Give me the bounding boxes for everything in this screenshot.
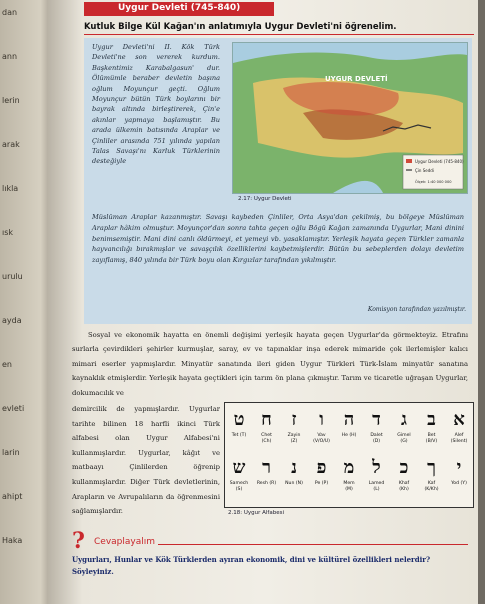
map-scale: Ölçek: 1:40 000 000 [415,180,452,184]
alphabet-row-1 [229,407,469,431]
alphabet-letter-name: Zayin (Z) [287,433,301,444]
alphabet-glyph: י [456,456,462,478]
commission-note: Komisyon tarafından yazılmıştır. [367,306,466,313]
alphabet-glyph: א [453,408,465,430]
alphabet-letter-name: Bet (B/V) [425,433,438,444]
left-page-fragment: dan [2,8,18,17]
alphabet-glyph: ז [291,408,297,430]
alphabet-letter-name: Kaf (K/Kh) [424,481,439,492]
narrative-column: Uygur Devleti'ni II. Kök Türk Devleti'ne son vererek kurdum. Başkentimiz Karabalgasun' dur. Ölümümle beraber devletin başına oğlum Moyunçur geçti. Oğlum Moyunçur bütün Türk boylarını bir bayrak altında birleştirerek, Çin'e akınlar yapmaya başlamıştır. Bu arada ülkemin batısında Araplar ve Çinliler arasında 751 yılında yapılan Talas Savaşı'nı Karluk Türklerinin desteğiyle [92,43,220,166]
alphabet-letter-name: Pe (P) [314,481,329,486]
alphabet-glyph: ר [262,456,271,478]
alphabet-letter-name: Vav (V/O/U) [313,433,330,444]
alphabet-letter-name: Gimel (G) [397,433,411,444]
left-page-fragment: ahipt [2,492,23,501]
left-page-fragment: lerin [2,96,20,105]
question-icon: ? [72,528,85,554]
alphabet-letter-name: Chet (Ch) [261,433,272,444]
alphabet-glyph: ו [319,408,324,430]
alphabet-letter-name: Mem (M) [343,481,355,492]
alphabet-letter-name: Dalet (D) [370,433,383,444]
left-page-fragment: larin [2,448,20,457]
body-paragraph-left: demircilik de yapmışlardır. Uygurlar tarihte bilinen 18 harfli ikinci Türk alfabesi olan Uygur Alfabesi'ni kullanmışlardır. Uygurlar, kâğıt ve matbaayı Çinlilerden öğrenip kullanmışlardır. Diğer Türk devletlerinin, Arapların ve Avrupalıların da öğrenmesini sağlamışlardır. [72,405,220,516]
alphabet-letter-name: Alef (Silent) [450,433,468,444]
alphabet-letter-name: Resh (R) [256,481,277,486]
left-page-fragment: ann [2,52,18,61]
left-page-fragment: ısk [2,228,14,237]
narrative-continuation: Müslüman Araplar kazanmıştır. Savaşı kaybeden Çinliler, Orta Asya'dan çekilmiş, bu bölgeye Müslüman Araplar hâkim olmuştur. Moyunçor'dan sonra tahta geçen oğlu Bögü Kağan zamanında Uygurlar, Mani dinini benimsemiştir. Mani dini canlı öldürmeyi, et yemeyi vb. yasaklamıştır. Yerleşik hayata geçen Türkler zamanla hayvancılığı bırakmışlar ve savaşçılık özelliklerini kaybetmişlerdir. Bütün bu sebeplerden dolayı devletim zayıflamış, 840 yılında bir Türk boyu olan Kırgızlar tarafından yıkılmıştır. [92,213,464,265]
left-page-fragment: Haka [2,536,23,545]
cevaplayalim-divider [158,544,468,545]
alphabet-row-2 [229,455,469,479]
divider [84,34,474,35]
alphabet-table [224,402,474,508]
map-title: UYGUR DEVLETİ [325,75,388,83]
alphabet-glyph: נ [291,456,297,478]
left-page-fragment: en [2,360,12,369]
alphabet-letter-name: Samech (S) [229,481,249,492]
left-page-fragment: ayda [2,316,22,325]
legend-state: Uygur Devleti (745-840) [415,159,464,164]
alphabet-names-1 [229,433,469,445]
alphabet-names-2 [229,481,469,493]
alphabet-glyph: ח [261,408,272,430]
left-page-fragment: urulu [2,272,23,281]
alphabet-glyph: ד [372,408,381,430]
alphabet-glyph: ה [343,408,355,430]
left-page-fragment: arak [2,140,20,149]
section-subtitle: Kutluk Bilge Kül Kağan'ın anlatımıyla Uygur Devleti'ni öğrenelim. [84,22,397,32]
alphabet-glyph: ך [427,456,436,478]
alphabet-glyph: ש [232,456,246,478]
alphabet-letter-name: Tet (T) [231,433,247,438]
alphabet-glyph: ט [233,408,245,430]
alphabet-letter-name: Lamed (L) [368,481,385,492]
cevaplayalim-title: Cevaplayalım [94,537,156,547]
alphabet-caption: 2.18: Uygur Alfabesi [228,510,284,516]
alphabet-glyph: פ [316,456,327,478]
alphabet-letter-name: He (H) [341,433,357,438]
alphabet-glyph: מ [343,456,355,478]
left-page-fragment: lıkla [2,184,19,193]
alphabet-glyph: ב [427,408,436,430]
map-caption: 2.17: Uygur Devleti [238,196,292,202]
alphabet-glyph: כ [399,456,409,478]
uygur-map [232,42,468,194]
alphabet-letter-name: Nun (N) [285,481,303,486]
body-paragraph-text: Sosyal ve ekonomik hayatta en önemli değişimi yerleşik hayata geçen Uygurlar'da görmekteyiz. Etrafını surlarla çevirdikleri şehirler kurmuşlar, saray, ev ve tapınaklar inşa ederek mimaride çok ilerlemişler kalıcı mimari eserler yapmışlardır. Minyatür sanatında ileri giden Uygur Türkleri Türk-İslam minyatür sanatına kaynaklık etmişlerdir. Yerleşik hayata geçtikleri için tarım ön plana çıkmıştır. Tarım ve ticaretle uğraşan Uygurlar, dokumacılık ve [72,331,468,397]
legend-wall: Çin Seddi [415,168,434,173]
left-page-fragment: evleti [2,404,25,413]
alphabet-letter-name: Yod (Y) [451,481,467,486]
section-title: Uygur Devleti (745-840) [118,3,241,13]
question-text: Uygurları, Hunlar ve Kök Türklerden ayıran ekonomik, dini ve kültürel özellikleri nelerdir? Söyleyiniz. [72,555,431,576]
alphabet-letter-name: Khaf (Kh) [398,481,410,492]
alphabet-glyph: ל [372,456,381,478]
textbook-page [48,0,478,604]
alphabet-glyph: ג [401,408,407,430]
body-paragraph [72,328,468,400]
map-graphic [233,43,467,193]
